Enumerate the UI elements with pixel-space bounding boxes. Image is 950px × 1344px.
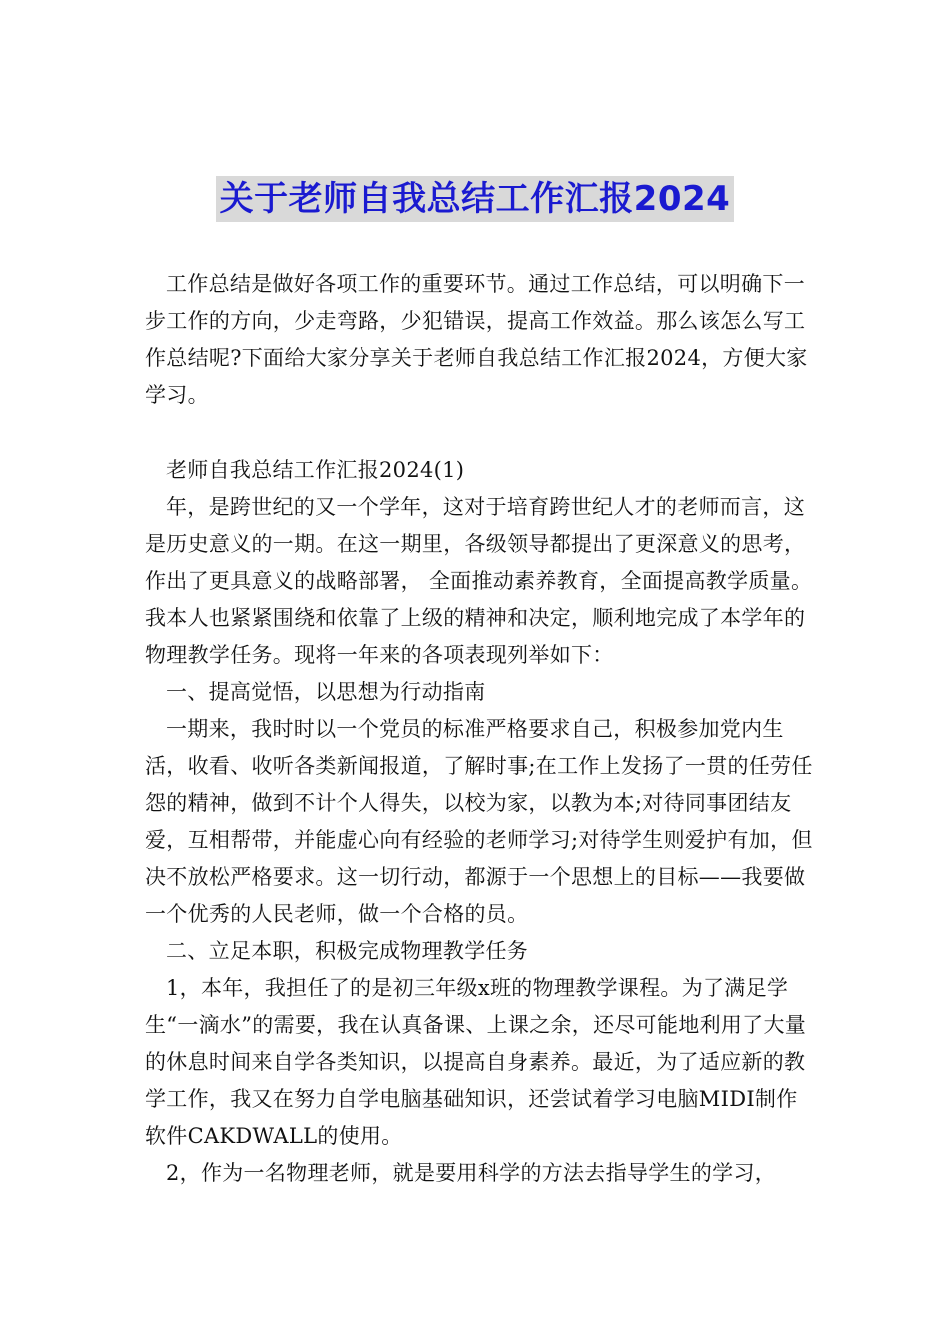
subheading-1: 一、提高觉悟，以思想为行动指南 (166, 680, 486, 704)
document-body (145, 266, 815, 1192)
title-container (0, 176, 950, 222)
document-title: 关于老师自我总结工作汇报2024 (216, 176, 735, 222)
subheading-2: 二、立足本职，积极完成物理教学任务 (166, 939, 529, 963)
intro-paragraph: 工作总结是做好各项工作的重要环节。通过工作总结，可以明确下一步工作的方向，少走弯路，少犯错误，提高工作效益。那么该怎么写工作总结呢?下面给大家分享关于老师自我总结工作汇报2024，方便大家学习。 (145, 272, 808, 407)
paragraph-gap (145, 414, 815, 452)
body-paragraph-1: 年，是跨世纪的又一个学年，这对于培育跨世纪人才的老师而言，这是历史意义的一期。在这一期里，各级领导都提出了更深意义的思考，作出了更具意义的战略部署， 全面推动素养教育，全面提高教学质量。我本人也紧紧围绕和依靠了上级的精神和决定，顺利地完成了本学年的物理教学任务。现将一年来的各项表现列举如下： (145, 495, 813, 667)
body-paragraph-4: 2，作为一名物理老师，就是要用科学的方法去指导学生的学习， (166, 1161, 777, 1185)
body-paragraph-2: 一期来，我时时以一个党员的标准严格要求自己，积极参加党内生活，收看、收听各类新闻报道，了解时事;在工作上发扬了一贯的任劳任怨的精神，做到不计个人得失，以校为家，以教为本;对待同事团结友爱，互相帮带，并能虚心向有经验的老师学习;对待学生则爱护有加，但决不放松严格要求。这一切行动，都源于一个思想上的目标——我要做一个优秀的人民老师，做一个合格的员。 (145, 717, 813, 926)
section-heading-1: 老师自我总结工作汇报2024(1) (166, 458, 465, 482)
body-paragraph-3: 1，本年，我担任了的是初三年级x班的物理教学课程。为了满足学生“一滴水”的需要，我在认真备课、上课之余，还尽可能地利用了大量的休息时间来自学各类知识，以提高自身素养。最近，为了适应新的教学工作，我又在努力自学电脑基础知识，还尝试着学习电脑MIDI制作软件CAKDWALL的使用。 (145, 976, 807, 1148)
